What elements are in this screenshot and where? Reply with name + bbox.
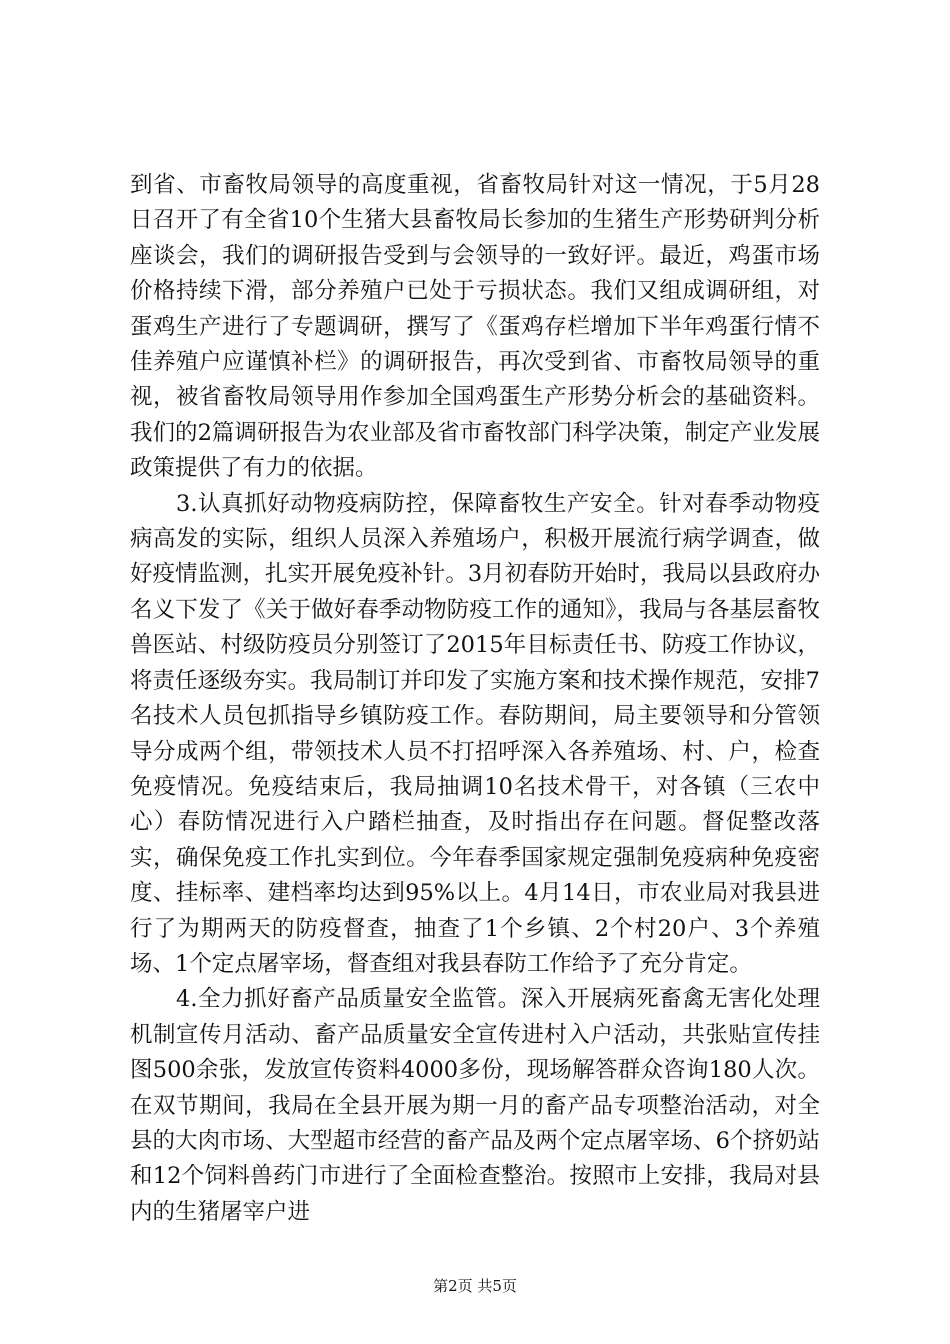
body-text: [130, 168, 820, 1230]
page-footer: 第2页 共5页: [433, 1277, 517, 1295]
paragraph-1: 到省、市畜牧局领导的高度重视，省畜牧局针对这一情况，于5月28日召开了有全省10个生猪大县畜牧局长参加的生猪生产形势研判分析座谈会，我们的调研报告受到与会领导的一致好评。最近，鸡蛋市场价格持续下滑，部分养殖户已处于亏损状态。我们又组成调研组，对蛋鸡生产进行了专题调研，撰写了《蛋鸡存栏增加下半年鸡蛋行情不佳养殖户应谨慎补栏》的调研报告，再次受到省、市畜牧局领导的重视，被省畜牧局领导用作参加全国鸡蛋生产形势分析会的基础资料。我们的2篇调研报告为农业部及省市畜牧部门科学决策，制定产业发展政策提供了有力的依据。: [130, 172, 820, 482]
paragraph-3: 4.全力抓好畜产品质量安全监管。深入开展病死畜禽无害化处理机制宣传月活动、畜产品质量安全宣传进村入户活动，共张贴宣传挂图500余张，发放宣传资料4000多份，现场解答群众咨询180人次。在双节期间，我局在全县开展为期一月的畜产品专项整治活动，对全县的大肉市场、大型超市经营的畜产品及两个定点屠宰场、6个挤奶站和12个饲料兽药门市进行了全面检查整治。按照市上安排，我局对县内的生猪屠宰户进: [130, 986, 820, 1225]
paragraph-2: 3.认真抓好动物疫病防控，保障畜牧生产安全。针对春季动物疫病高发的实际，组织人员深入养殖场户，积极开展流行病学调查，做好疫情监测，扎实开展免疫补针。3月初春防开始时，我局以县政府办名义下发了《关于做好春季动物防疫工作的通知》，我局与各基层畜牧兽医站、村级防疫员分别签订了2015年目标责任书、防疫工作协议，将责任逐级夯实。我局制订并印发了实施方案和技术操作规范，安排7名技术人员包抓指导乡镇防疫工作。春防期间，局主要领导和分管领导分成两个组，带领技术人员不打招呼深入各养殖场、村、户，检查免疫情况。免疫结束后，我局抽调10名技术骨干，对各镇（三农中心）春防情况进行入户踏栏抽查，及时指出存在问题。督促整改落实，确保免疫工作扎实到位。今年春季国家规定强制免疫病种免疫密度、挂标率、建档率均达到95%以上。4月14日，市农业局对我县进行了为期两天的防疫督查，抽查了1个乡镇、2个村20户、3个养殖场、1个定点屠宰场，督查组对我县春防工作给予了充分肯定。: [130, 490, 820, 977]
